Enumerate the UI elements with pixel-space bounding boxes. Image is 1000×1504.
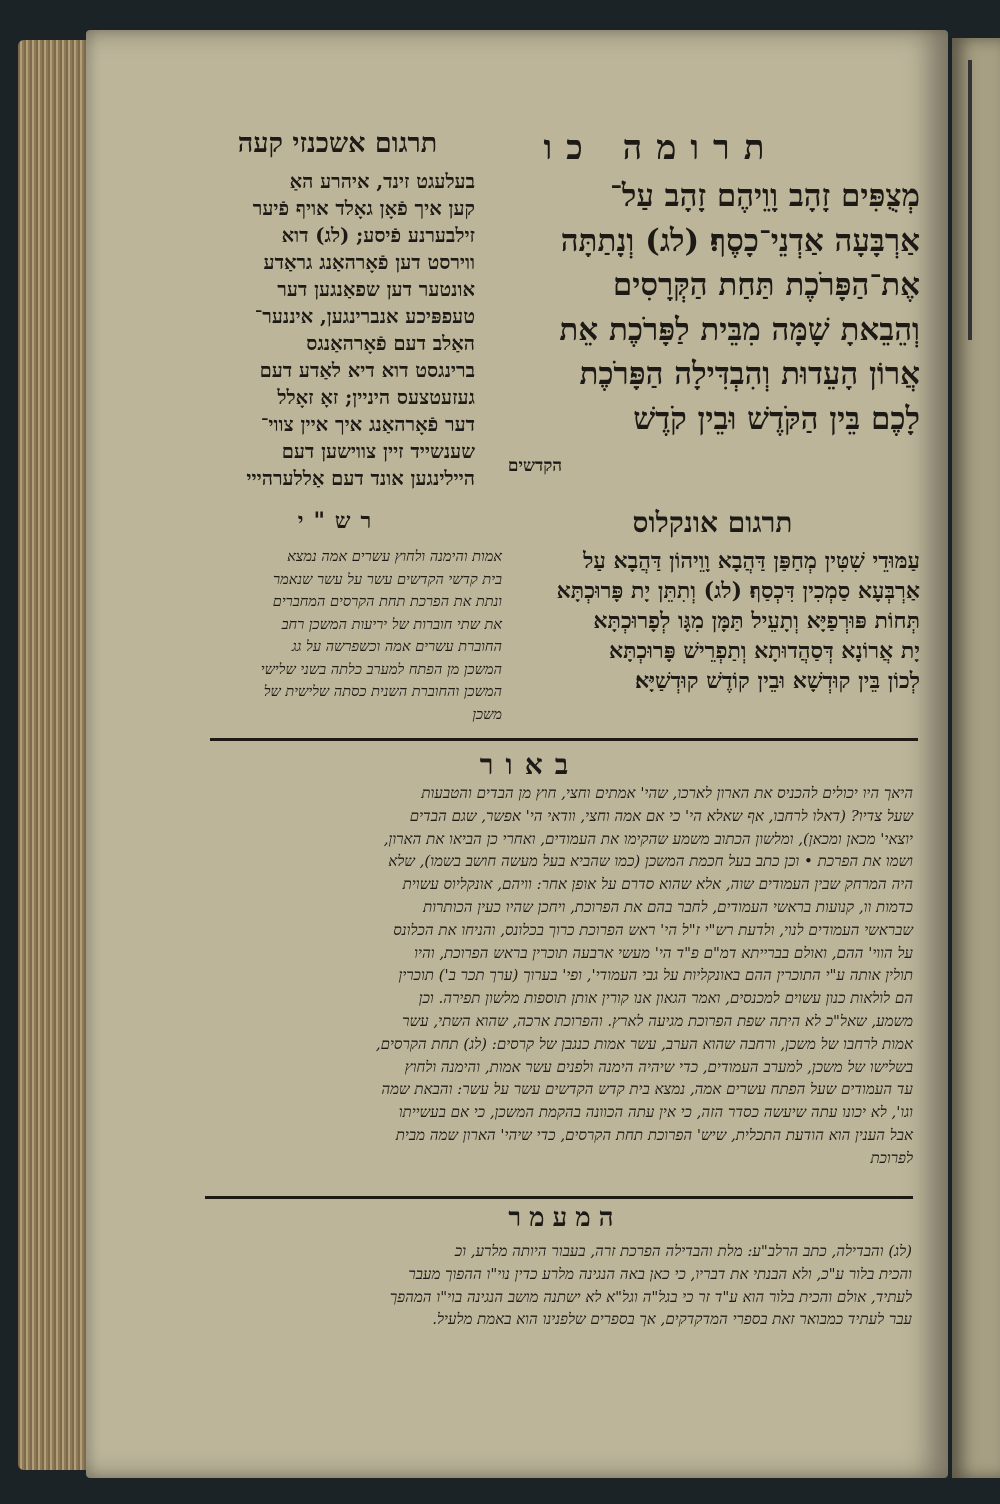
verse-line: אַרְבָּעָה אַדְנֵי־כָסֶף׃ (לג) וְנָתַתָּה	[560, 222, 920, 259]
rashi-line: אמות והימנה ולחוץ עשרים אמה נמצא	[287, 549, 502, 565]
verse-line: לָכֶם בֵּין הַקֹּדֶשׁ וּבֵין קֹדֶשׁ	[633, 400, 920, 437]
beur-line: הם לולאות כנון עשוים למכנסים, ואמר הגאון אנו קורין אותן תוספות מלשון תפירה. וכן	[418, 989, 913, 1008]
onkelos-line: אַרְבְּעָא סַמְכִין דִּכְסַף׃ (לג) וְתִתֵּן יָת פָּרוּכְתָּא	[556, 578, 920, 604]
beur-line: וגו', לא יכונו עתה שיעשה כסדר הזה, כי אין עתה הכוונה בהקמת המשכן, כי אם בעשייתו	[398, 1103, 913, 1122]
yiddish-translation	[200, 168, 475, 506]
beur-line: אמות לרחבו של משכן, ורחבה שהוא הערב, עשר אמות כנגבן של קרסים: (לג) תחת הקרסים,	[375, 1034, 913, 1053]
meamar-heading: המעמר	[508, 1203, 622, 1233]
beur-line: היה המרחק שבין העמודים שוה, אלא שהוא סדרם על אופן אחר: וויהם, אונקליוס עשוית	[402, 875, 913, 894]
yiddish-line: שענשייד זיין צווישען דעם	[281, 440, 475, 463]
beur-line: יוצאי' מכאן ומכאן), ומלשון הכתוב משמע שהקימו את העמודים, ואחרי כן הביאו את הארון,	[383, 829, 913, 848]
beur-line: אבל הענין הוא הודעת התכלית, שיש' הפרוכת תחת הקרסים, כדי שיהי' הארון שמה מבית	[395, 1125, 913, 1144]
meamar-line: והכית בלור ע"כ, ולא הבנתי את דבריו, כי כאן באה הנגינה מלרע כדין נוי"ו ההפוך מעבר	[408, 1264, 912, 1283]
rashi-commentary	[212, 546, 502, 728]
verse-catchword: הקדשים	[507, 456, 563, 476]
yiddish-line: דער פֿאָרהאַנג איך איין צווי־	[260, 413, 475, 436]
section-divider	[205, 1196, 913, 1199]
rashi-line: משכן	[472, 706, 502, 723]
yiddish-line: היילינגען אונד דעם אַללערהייי	[246, 467, 475, 490]
beur-line: בשלישו של משכן, למערב העמודים, כדי שיהיה הימנה ולפנים עשר אמות, והימנה ולחוץ	[404, 1057, 913, 1076]
verse-line: מְצֻפִּים זָהָב וָוֵיהֶם זָהָב עַל־	[609, 178, 920, 214]
section-divider	[210, 738, 918, 741]
onkelos-line: לְכוֹן בֵּין קוּדְשָׁא וּבֵין קוֹדֶשׁ קוּדְשַׁיָּא׃	[635, 668, 920, 694]
yiddish-line: זילבערנע פֿיסע; (לג) דוא	[281, 224, 475, 247]
beur-line: עד העמודים שעל הפתח עשרים אמה, נמצא בית קדש הקדשים עשר על עשר: והבאת שמה	[381, 1080, 913, 1099]
torah-verse-text	[478, 174, 920, 452]
beur-line: משמע, שאל"כ לא היתה שפת הפרוכת מגיעה לארץ. והפרוכת ארכה, שהוא השתי, עשר	[402, 1011, 913, 1030]
beur-line: היאך היו יכולים להכניס את הארון לארכו, שהי' אמתים וחצי, חוץ מן הבדים והטבעות	[421, 784, 913, 802]
beur-line: ושמו את הפרכת • וכן כתב בעל חכמת המשכן (כמו שהביא בעל מעשה חושב בשמו), שלא	[388, 852, 913, 871]
onkelos-text	[515, 546, 920, 726]
book-page-edges	[18, 40, 90, 1470]
meamar-commentary	[212, 1240, 912, 1340]
yiddish-line: ווירסט דען פֿאָרהאַנג גראַדע	[263, 251, 475, 274]
beur-heading: באור	[479, 748, 581, 781]
facing-page-rule	[968, 60, 972, 340]
yiddish-line: קען איך פֿאָן גאָלד אויף פֿיער	[252, 197, 475, 220]
rashi-line: החוברת עשרים אמה וכשפרשה על גג	[291, 639, 502, 655]
yiddish-column-title: תרגום אשכנזי קעה	[237, 128, 438, 159]
rashi-heading: רש"י	[297, 508, 382, 534]
verse-line: וְהֵבֵאתָ שָׁמָּה מִבֵּית לַפָּרֹכֶת אֵת	[559, 311, 920, 348]
page-title: תרומה כו	[543, 128, 779, 168]
beur-line: על הווי' ההם, ואולם בברייתא דמ"ם פ"ד הי' מעשי ארבעה תוכרין בראש הפרוכת, והיו	[414, 943, 913, 962]
rashi-line: בית קדשי הקדשים עשר על עשר שנאמר	[272, 571, 502, 588]
rashi-line: את שתי חוברות של יריעות המשכן רחב	[281, 616, 502, 633]
beur-commentary	[208, 782, 913, 1182]
yiddish-line: אונטער דען שפאַנגען דער	[277, 278, 475, 301]
verse-line: אֶת־הַפָּרֹכֶת תַּחַת הַקְּרָסִים	[612, 267, 920, 303]
yiddish-line: טעפפּיכע אנברינגען, איננער־	[254, 305, 475, 328]
rashi-line: המשכן מן הפתח למערב כלתה בשני שלישי	[260, 661, 502, 678]
rashi-line: ונתת את הפרכת תחת הקרסים המחברים	[272, 594, 502, 610]
onkelos-line: יָת אֲרוֹנָא דְּסַהֲדוּתָא וְתַפְרֵישׁ פָּרוּכְתָּא	[608, 638, 920, 664]
facing-page-edge	[952, 38, 1000, 1478]
meamar-line: עבר לעתיד כמבואר זאת בספרי המדקדקים, אך בספרים שלפנינו הוא באמת מלעיל.	[432, 1310, 912, 1329]
onkelos-line: תְּחוֹת פּוּרְפַיָּא וְתָעֵיל תַּמָּן מִגָּו לְפָרוּכְתָּא	[593, 608, 920, 634]
meamar-line: (לג) והבדילה, כתב הרלב"ע: מלת והבדילה הפרכת זרה, בעבור היותה מלרע, וכ	[454, 1242, 912, 1260]
meamar-line: לעתיד, אולם והכית בלור הוא ע"ד זר כי בגל"ה וגל"א לא ישתנה מושב הנגינה בוי"ו המהפך	[389, 1287, 912, 1306]
beur-line: שעל צדיו? (דאלו לרחבו, אף שאלא הי' כי אם אמה וחצי, וודאי הי' אפשר, שגם הבדים	[409, 806, 913, 825]
yiddish-line: ברינגסט דוא דיא לאַדע דעם	[259, 359, 475, 382]
onkelos-line: עַמּוּדֵי שִׁטִּין מְחַפַּן דַּהֲבָא וָוֵיהוֹן דַּהֲבָא עַל	[583, 548, 920, 574]
yiddish-line: געזעטצעס היניין; זאָ זאָלל	[277, 386, 475, 409]
verse-line: אֲרוֹן הָעֵדוּת וְהִבְדִּילָה הַפָּרֹכֶת	[579, 356, 920, 392]
rashi-line: המשכן והחוברת השנית כסתה שלישית של	[263, 684, 502, 700]
yiddish-line: האַלב דעם פֿאָרהאַנגס	[306, 332, 475, 355]
onkelos-heading: תרגום אונקלוס	[632, 506, 793, 539]
beur-line: שבראשי העמודים לנוי, ולדעת רש"י ז"ל הי' ראש הפרוכת כרוך בכלונס, והניחו את הכלונס	[393, 920, 913, 939]
beur-line: לפרוכת	[870, 1148, 913, 1167]
beur-line: תולין אותה ע"י התוכרין ההם באונקליות על גבי העמודי', ופי' בערוך (ערך תכר ב') תוכרין	[398, 966, 913, 985]
yiddish-line: בעלעגט זינד, איהרע האַ	[289, 170, 475, 193]
beur-line: כדמות וו, קנועות בראשי העמודים, לחבר בהם את הפרוכת, ויחכן שהיו כעין הכותרות	[423, 897, 913, 916]
